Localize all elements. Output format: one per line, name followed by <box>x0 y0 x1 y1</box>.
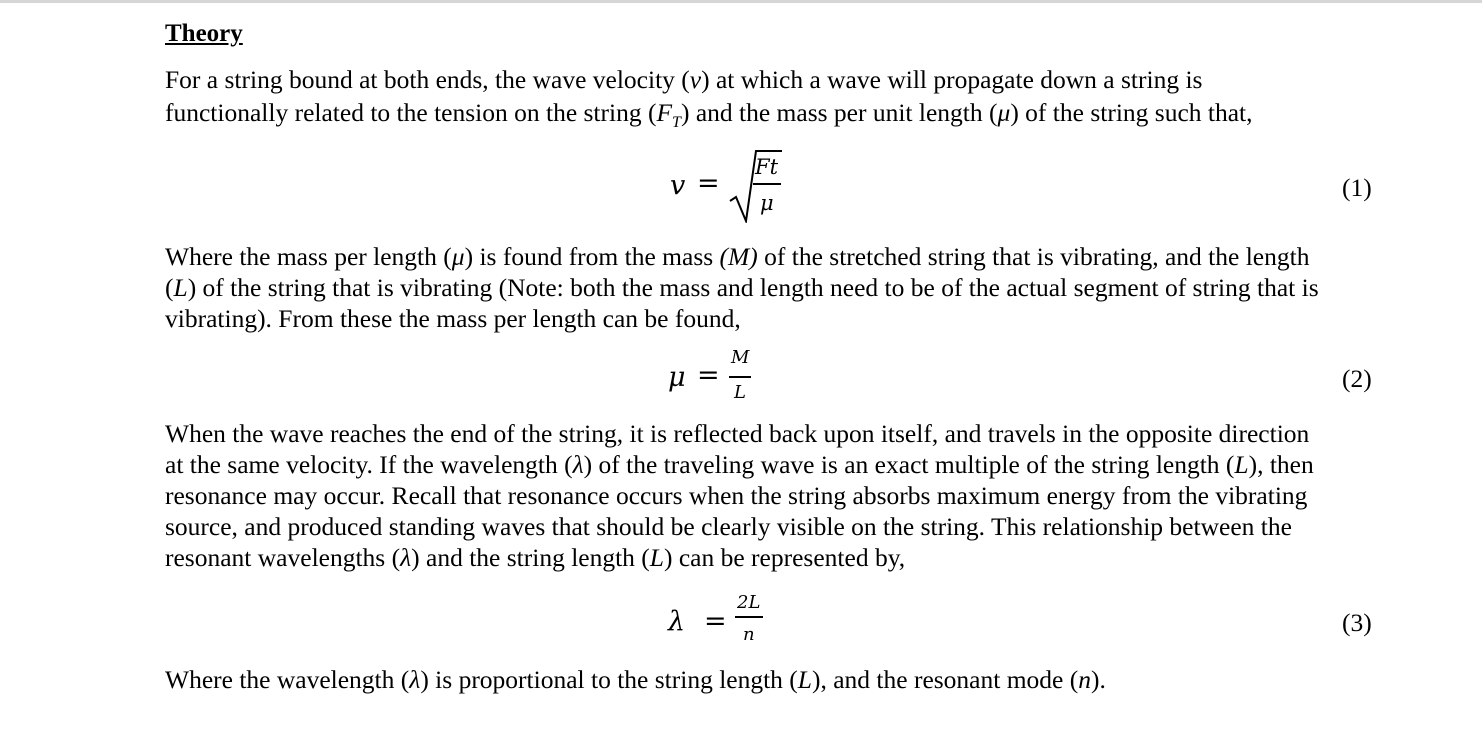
eq1-numerator: Ft <box>755 155 779 179</box>
eq2-lhs: μ <box>668 362 686 393</box>
paragraph-resonance <box>165 418 1385 573</box>
text-line: Where the mass per length (μ) is found from the mass (M) of the stretched string that is vibrating, and the length <box>165 242 1310 271</box>
paragraph-intro <box>165 64 1385 138</box>
eq2-denominator: L <box>734 382 746 403</box>
text-line: Where the wavelength (λ) is proportional to the string length (L), and the resonant mode (n). <box>165 665 1106 694</box>
eq1-number: (1) <box>1342 173 1372 202</box>
eq3-denominator: n <box>743 624 755 645</box>
paragraph-wavelength-summary <box>165 664 1385 695</box>
paragraph-mass-per-length <box>165 241 1385 334</box>
text-line: For a string bound at both ends, the wave velocity (v) at which a wave will propagate down a string is <box>165 65 1203 94</box>
text-line: source, and produced standing waves that should be clearly visible on the string. This relationship between the <box>165 512 1292 541</box>
text-line: (L) of the string that is vibrating (Note: both the mass and length need to be of the actual segment of string that is <box>165 273 1319 302</box>
text-line: functionally related to the tension on the string $(F_T)$ and the mass per unit length (μ) of the string such that, <box>165 98 1253 132</box>
eq3-numerator: 2L <box>737 592 761 613</box>
eq3-lhs: λ <box>668 606 686 637</box>
eq1-denominator: μ <box>760 191 774 215</box>
eq2-fraction-bar <box>729 376 751 378</box>
eq2-equals: = <box>697 360 720 391</box>
text-line: When the wave reaches the end of the string, it is reflected back upon itself, and travels in the opposite direction <box>165 419 1310 448</box>
eq2-numerator: M <box>731 347 750 368</box>
section-title: Theory <box>165 20 243 47</box>
eq2-number: (2) <box>1342 364 1372 393</box>
text-line: resonance may occur. Recall that resonance occurs when the string absorbs maximum energy from the vibrating <box>165 481 1308 510</box>
eq1-lhs: v <box>670 170 686 201</box>
eq1-equals: = <box>697 168 720 199</box>
eq3-equals: = <box>704 606 727 637</box>
top-border <box>0 0 1482 3</box>
eq3-fraction-bar <box>735 616 763 618</box>
text-line: at the same velocity. If the wavelength (λ) of the traveling wave is an exact multiple of the string length (L), then <box>165 450 1314 479</box>
text-line: vibrating). From these the mass per length can be found, <box>165 304 741 333</box>
eq3-number: (3) <box>1342 608 1372 637</box>
eq1-fraction-bar <box>753 183 781 185</box>
text-line: resonant wavelengths (λ) and the string length (L) can be represented by, <box>165 543 906 572</box>
